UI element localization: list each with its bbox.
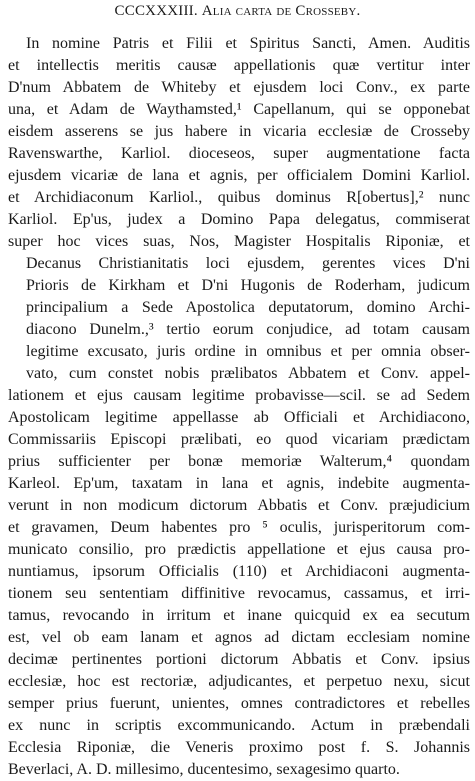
text-line: Beverlaci, A. D. millesimo, ducentesimo, sexagesimo quarto. <box>8 761 400 778</box>
text-line: et Archidiaconum Karliol., quibus dominus R[obertus],² nunc <box>8 189 470 206</box>
text-line: tamus, revocando in irritum et inane quicquid ex ea secutum <box>8 607 470 624</box>
text-line: prius sufficienter per bonæ memoriæ Walterum,⁴ quondam <box>8 453 470 470</box>
text-line: Karleol. Ep'um, taxatam in lana et agnis, indebite augmenta- <box>8 475 470 492</box>
text-line: municato consilio, pro prædictis appellatione et ejus causa pro- <box>8 541 470 558</box>
text-line: Ecclesia Riponiæ, die Veneris proximo post f. S. Johannis <box>8 739 470 756</box>
text-line: ejusdem vicariæ de lana et agnis, per officialem Domini Karliol. <box>8 167 470 184</box>
text-line: vato, cum constet nobis prælibatos Abbatem et Conv. appel- <box>26 365 470 382</box>
text-line: legitime excusato, juris ordine in omnibus et per omnia obser- <box>26 343 470 360</box>
charter-title: Alia carta de Crosseby. <box>201 3 361 19</box>
text-line: decimæ pertinentes portioni dictorum Abbatis et Conv. ipsius <box>8 651 470 668</box>
text-line: principalium a Sede Apostolica deputatorum, domino Archi- <box>26 299 470 316</box>
text-line: Karliol. Ep'us, judex a Domino Papa delegatus, commiserat <box>8 211 470 228</box>
text-line: ecclesiæ, hoc est rectoriæ, adjudicantes, et perpetuo nexu, sicut <box>8 673 470 690</box>
text-line: est, vel ob eam lanam et agnos ad dictam ecclesiam nomine <box>8 629 470 646</box>
text-line: tionem seu sententiam diffinitive revocamus, cassamus, et irri- <box>8 585 470 602</box>
text-line: una, et Adam de Waythamsted,¹ Capellanum, qui se opponebat <box>8 101 470 118</box>
text-line: et intellectis meritis causæ appellationis quæ vertitur inter <box>8 57 470 74</box>
text-line: diacono Dunelm.,³ tertio eorum conjudice, ad totam causam <box>26 321 470 338</box>
charter-body <box>8 33 470 781</box>
text-line: ex nunc in scriptis excommunicando. Actum in præbendali <box>8 717 470 734</box>
text-line: nuntiamus, ipsorum Officialis (110) et Archidiaconi augmenta- <box>8 563 470 580</box>
text-line: Decanus Christianitatis loci ejusdem, gerentes vices D'ni <box>26 255 470 272</box>
text-line: eisdem asserens se jus habere in vicaria ecclesiæ de Crosseby <box>8 123 470 140</box>
text-line: super hoc vices suas, Nos, Magister Hospitalis Riponiæ, et <box>8 233 470 250</box>
text-line: Apostolicam legitime appellasse ab Officiali et Archidiacono, <box>8 409 470 426</box>
charter-heading <box>0 2 475 20</box>
text-line: Prioris de Kirkham et D'ni Hugonis de Roderham, judicum <box>26 277 470 294</box>
text-line: et gravamen, Deum habentes pro ⁵ oculis, jurisperitorum com- <box>8 519 470 536</box>
text-line: lationem et ejus causam legitime probavisse—scil. se ad Sedem <box>8 387 470 404</box>
text-line: Commissariis Episcopi prælibati, eo quod vicariam prædictam <box>8 431 470 448</box>
text-line: D'num Abbatem de Whiteby et ejusdem loci Conv., ex parte <box>8 79 470 96</box>
text-line: verunt in non modicum dictorum Abbatis et Conv. præjudicium <box>8 497 470 514</box>
charter-number: CCCXXXIII. <box>114 3 198 19</box>
text-line: semper prius fuerunt, unientes, omnes contradictores et rebelles <box>8 695 470 712</box>
text-line: In nomine Patris et Filii et Spiritus Sancti, Amen. Auditis <box>26 35 470 52</box>
text-line: Ravenswarthe, Karliol. dioceseos, super augmentatione facta <box>8 145 470 162</box>
